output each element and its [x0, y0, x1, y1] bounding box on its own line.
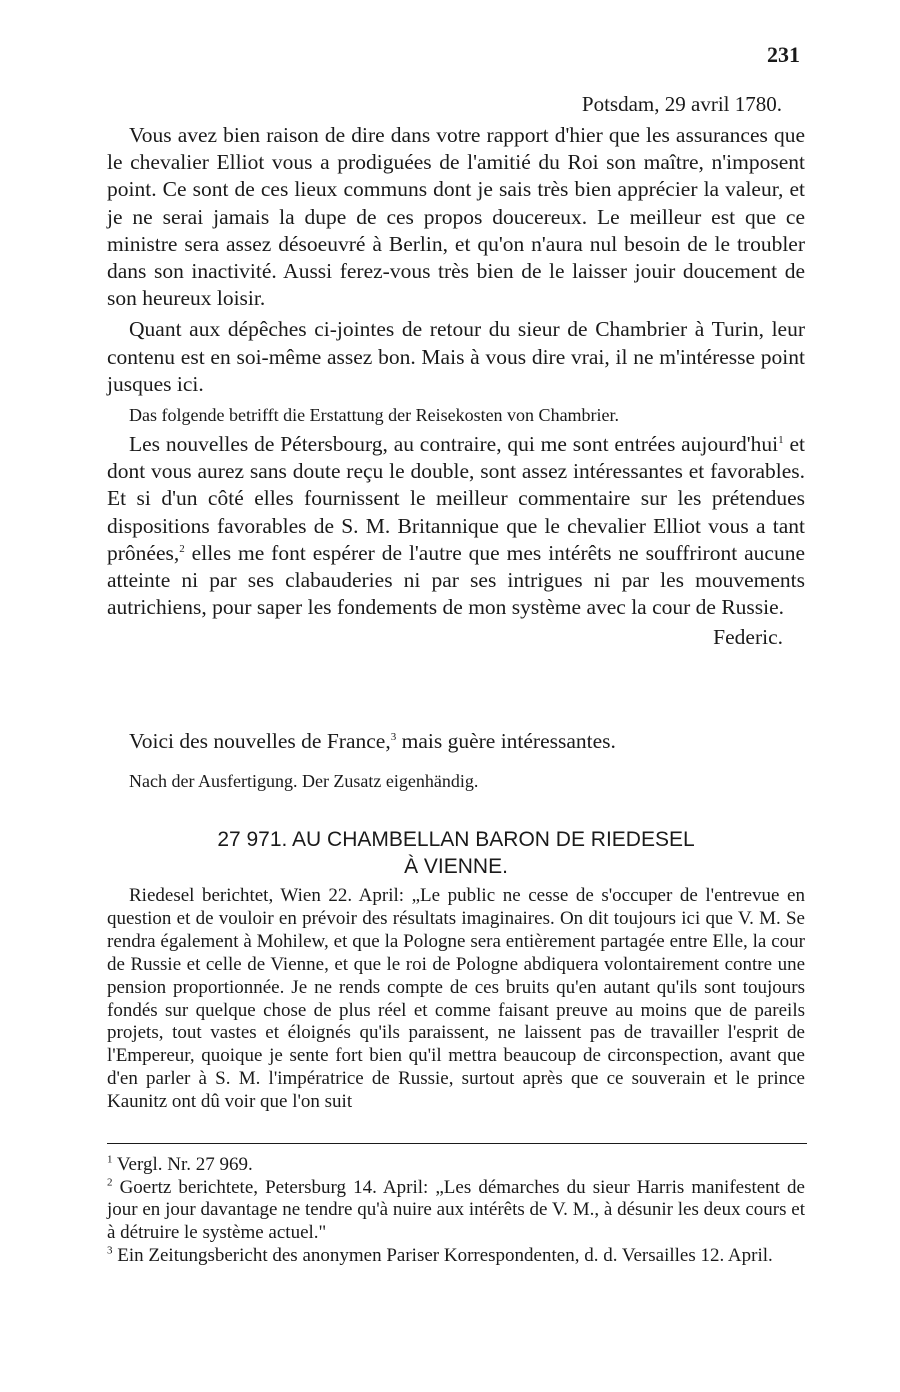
footnotes: [107, 1154, 805, 1268]
footnote-rule: [107, 1143, 807, 1144]
paragraph-3: [107, 431, 805, 621]
postscript-text-b: mais guère intéressantes.: [396, 729, 616, 753]
footnote-ref-2: 2: [179, 542, 185, 555]
paragraph-3-text-b: et dont vous aurez sans doute reçu le double, sont assez intéressantes et favorables. Et si d'un côté elles fournissent le meilleur commentaire sur les prétendues dispositions favorables de S. M. Britannique que le chevalier Elliot vous a tant prônées,: [107, 432, 805, 565]
footnote-3: [107, 1245, 805, 1268]
letter-body: [107, 122, 805, 650]
footnote-2: [107, 1177, 805, 1245]
footnote-text: Ein Zeitungsbericht des anonymen Pariser Korrespondenten, d. d. Versailles 12. April.: [112, 1244, 773, 1266]
postscript-block: [107, 728, 805, 793]
postscript: [107, 728, 805, 755]
paragraph-1: Vous avez bien raison de dire dans votre rapport d'hier que les assurances que le chevalier Elliot vous a prodiguées de l'amitié du Roi son maître, n'imposent point. Ce sont de ces lieux communs dont je sais très bien apprécier la valeur, et je ne serai jamais la dupe de ces propos doucereux. Le meilleur est que ce ministre sera assez désoeuvré à Berlin, et qu'on n'aura nul besoin de le troubler dans son inactivité. Aussi ferez-vous très bien de le laisser jouir doucement de son heureux loisir.: [107, 123, 805, 311]
page-number: 231: [767, 42, 800, 67]
signature: Federic.: [713, 625, 783, 650]
editorial-note-1: Das folgende betrifft die Erstattung der Reisekosten von Chambrier.: [129, 405, 620, 426]
footnote-1: [107, 1154, 805, 1177]
footnote-mark: 3: [107, 1244, 113, 1257]
footnote-mark: 2: [107, 1176, 113, 1189]
heading-line-1: 27 971. AU CHAMBELLAN BARON DE RIEDESEL: [217, 828, 695, 851]
postscript-text-a: Voici des nouvelles de France,: [129, 729, 391, 753]
footnote-ref-1: 1: [778, 433, 784, 446]
report-block: [107, 885, 805, 1114]
report-excerpt: Riedesel berichtet, Wien 22. April: „Le public ne cesse de s'occuper de l'entrevue en question et de vouloir en prévoir des résultats imaginaires. On dit toujours ici que V. M. Se rendra également à Mohilew, et que la Pologne sera entièrement partagée entre Elle, la cour de Russie et celle de Vienne, et que le roi de Pologne abdiquera volontairement contre une pension proportionnée. Je ne rends compte de ces bruits qu'en autant qu'ils sont toujours fondés sur quelque chose de plus réel et comme faisant preuve au moins que de pareils projets, tout vastes et éloignés qu'ils paraissent, ne laissent pas de travailler l'esprit de l'Empereur, quoique je sente fort bien qu'il mettra beaucoup de circonspection, avant que d'en parler à S. M. l'impératrice de Russie, surtout après que ce souverain et le prince Kaunitz ont dû voir que l'on suit: [107, 885, 805, 1113]
paragraph-2: Quant aux dépêches ci-jointes de retour du sieur de Chambrier à Turin, leur contenu est en soi-même assez bon. Mais à vous dire vrai, il ne m'intéresse point jusques ici.: [107, 317, 805, 396]
paragraph-3-text-c: elles me font espérer de l'autre que mes intérêts ne souffriront aucune atteinte ni par ses clabauderies ni par ses intrigues ni par les mouvements autrichiens, pour saper les fondements de mon système avec la cour de Russie.: [107, 540, 805, 620]
editorial-note-2: Nach der Ausfertigung. Der Zusatz eigenhändig.: [129, 771, 479, 792]
heading-line-2: À VIENNE.: [404, 855, 508, 878]
footnote-mark: 1: [107, 1153, 113, 1166]
section-heading: [107, 826, 805, 880]
footnote-text: Vergl. Nr. 27 969.: [112, 1154, 253, 1175]
footnote-ref-3: 3: [390, 730, 397, 743]
footnote-text: Goertz berichtete, Petersburg 14. April: „Les démarches du sieur Harris manifestent de jour en jour davantage ne tendre qu'à nuire aux intérêts de V. M., à désunir les deux cours et à détruire le système actuel.": [107, 1176, 805, 1244]
dateline: Potsdam, 29 avril 1780.: [581, 92, 782, 116]
paragraph-3-text-a: Les nouvelles de Pétersbourg, au contraire, qui me sont entrées aujourd'hui: [129, 432, 779, 457]
